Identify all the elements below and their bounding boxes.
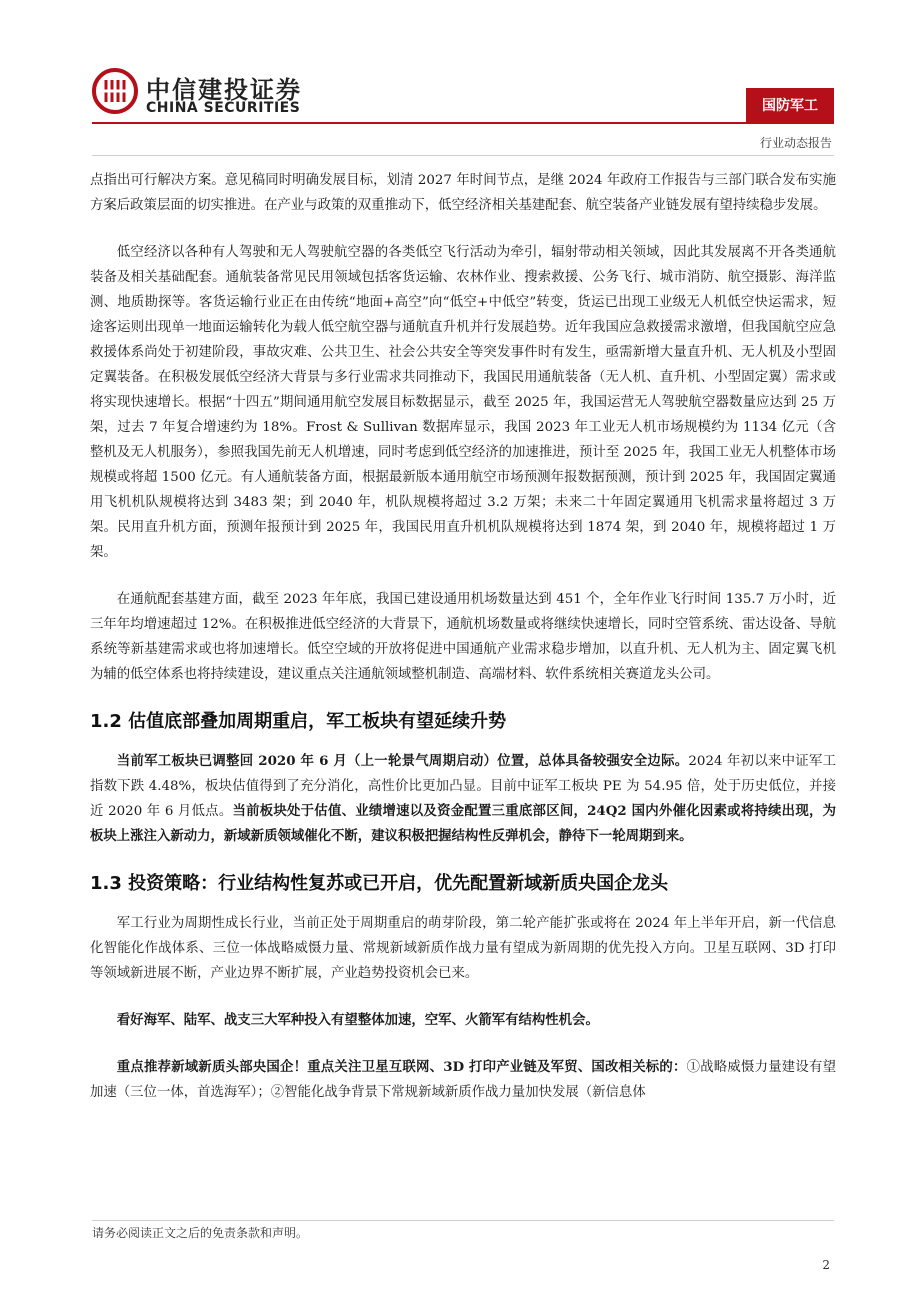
paragraph xyxy=(90,1055,836,1105)
paragraph xyxy=(90,1008,836,1033)
paragraph xyxy=(90,749,836,849)
normal-text: ①战略威慑力量建设有望加速（三位一体，首选海军）；②智能化战争背景下常规新域新质作战力量加快发展（新信息体 xyxy=(90,1060,837,1100)
bold-text: 当前板块处于估值、业绩增速以及资金配置三重底部区间，24Q2 国内外催化因素或将持续出现，为板块上涨注入新动力，新域新质领域催化不断，建议积极把握结构性反弹机会，静待下一轮周期到来。 xyxy=(90,803,836,844)
bold-text: 当前军工板块已调整回 2020 年 6 月（上一轮景气周期启动）位置，总体具备较强安全边际。 xyxy=(116,753,689,769)
section-heading-1-2: 1.2 估值底部叠加周期重启，军工板块有望延续升势 xyxy=(90,711,507,732)
footer-divider xyxy=(92,1220,834,1221)
paragraph: 在通航配套基建方面，截至 2023 年年底，我国已建设通用机场数量达到 451 个，全年作业飞行时间 135.7 万小时，近三年年均增速超过 12%。在积极推进低空经济的大背景下，通航机场数量或将继续快速增长，同时空管系统、雷达设备、导航系统等新基建需求或也将加速增长。低空空域的开放将促进中国通航产业需求稳步增加，以直升机、无人机为主、固定翼飞机为辅的低空体系也将持续建设，建议重点关注通航领域整机制造、高端材料、软件系统相关赛道龙头公司。 xyxy=(90,592,836,682)
bold-text: 重点推荐新域新质头部央国企！重点关注卫星互联网、3D 打印产业链及军贸、国改相关标的： xyxy=(116,1059,687,1075)
header-divider xyxy=(92,122,834,124)
paragraph: 军工行业为周期性成长行业，当前正处于周期重启的萌芽阶段，第二轮产能扩张或将在 2024 年上半年开启，新一代信息化智能化作战体系、三位一体战略威慑力量、常规新域新质作战力量有望成为新周期的优先投入方向。卫星互联网、3D 打印等领域新进展不断，产业边界不断扩展，产业趋势投资机会已来。 xyxy=(90,916,836,981)
china-securities-logo-icon xyxy=(92,68,138,114)
paragraph: 点指出可行解决方案。意见稿同时明确发展目标，划清 2027 年时间节点，是继 2024 年政府工作报告与三部门联合发布实施方案后政策层面的切实推进。在产业与政策的双重推动下，低空经济相关基建配套、航空装备产业链发展有望持续稳步发展。 xyxy=(90,173,836,213)
page-number: 2 xyxy=(822,1258,830,1272)
sector-tag: 国防军工 xyxy=(746,88,834,122)
normal-text: 2024 年初以来中证军工指数下跌 4.48%，板块估值得到了充分消化，高性价比更加凸显。目前中证军工板块 PE 为 54.95 倍，处于历史低位，并接近 2020 年 6 月低点。 xyxy=(90,754,836,819)
brand-name-cn: 中信建投证券 xyxy=(146,76,302,104)
header-thin-divider xyxy=(92,155,834,156)
bold-text: 看好海军、陆军、战支三大军种投入有望整体加速，空军、火箭军有结构性机会。 xyxy=(116,1012,599,1028)
paragraph: 低空经济以各种有人驾驶和无人驾驶航空器的各类低空飞行活动为牵引，辐射带动相关领域，因此其发展离不开各类通航装备及相关基础配套。通航装备常见民用领域包括客货运输、农林作业、搜索救援、公务飞行、城市消防、航空摄影、海洋监测、地质勘探等。客货运输行业正在由传统“地面+高空”向“低空+中低空”转变，货运已出现工业级无人机低空快运需求，短途客运则出现单一地面运输转化为载人低空航空器与通航直升机并行发展趋势。近年我国应急救援需求激增，但我国航空应急救援体系尚处于初建阶段，事故灾难、公共卫生、社会公共安全等突发事件时有发生，亟需新增大量直升机、无人机及小型固定翼装备。在积极发展低空经济大背景与多行业需求共同推动下，我国民用通航装备（无人机、直升机、小型固定翼）需求或将实现快速增长。根据“十四五”期间通用航空发展目标数据显示，截至 2025 年，我国运营无人驾驶航空器数量应达到 25 万架，过去 7 年复合增速约为 18%。Frost & Sullivan 数据库显示，我国 2023 年工业无人机市场规模约为 1134 亿元（含整机及无人机服务），参照我国先前无人机增速，同时考虑到低空经济的加速推进，预计至 2025 年，我国工业无人机整体市场规模或将超 1500 亿元。有人通航装备方面，根据最新版本通用航空市场预测年报数据预测，预计到 2025 年，我国固定翼通用飞机机队规模将达到 3483 架；到 2040 年，机队规模将超过 3.2 万架；未来二十年固定翼通用飞机需求量将超过 3 万架。民用直升机方面，预测年报预计到 2025 年，我国民用直升机机队规模将达到 1874 架，到 2040 年，规模将超过 1 万架。 xyxy=(90,245,836,560)
report-type: 行业动态报告 xyxy=(759,136,832,150)
page-header xyxy=(0,0,920,150)
disclaimer: 请务必阅读正文之后的免责条款和声明。 xyxy=(92,1226,309,1240)
section-heading-1-3: 1.3 投资策略：行业结构性复苏或已开启，优先配置新域新质央国企龙头 xyxy=(90,873,669,894)
report-body xyxy=(90,168,836,1105)
brand-name-en: CHINA SECURITIES xyxy=(146,100,301,116)
